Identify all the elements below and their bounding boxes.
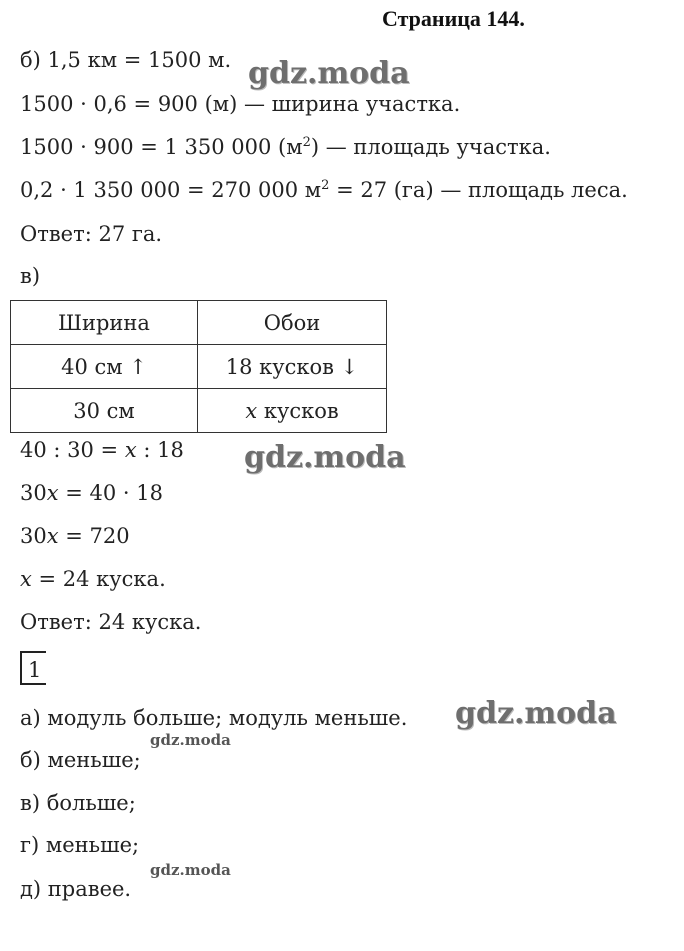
- task-item-g: г) меньше;: [20, 833, 140, 857]
- watermark: gdz.moda: [244, 440, 406, 475]
- task-item-a: а) модуль больше; модуль меньше.: [20, 706, 408, 730]
- table-row: [11, 301, 387, 345]
- table-cell-text: кусков: [263, 398, 339, 423]
- equation-1-left: 40 : 30 =: [20, 438, 125, 462]
- equation-3: [20, 523, 130, 549]
- part-b-line-3-post: ) — площадь участка.: [310, 135, 551, 159]
- part-b-line-3-pre: 1500 · 900 = 1 350 000 (м: [20, 135, 303, 159]
- table-cell-variable: x: [245, 398, 258, 423]
- part-v-answer: Ответ: 24 куска.: [20, 610, 202, 634]
- equation-1: [20, 437, 184, 463]
- equation-2: [20, 480, 163, 506]
- table-cell: 30 см: [11, 389, 198, 433]
- part-v-label: в): [20, 264, 41, 288]
- watermark: gdz.moda: [150, 731, 231, 749]
- part-b-line-2: 1500 · 0,6 = 900 (м) — ширина участка.: [20, 92, 461, 116]
- task-number-box: 1: [20, 651, 46, 685]
- part-b-answer: Ответ: 27 га.: [20, 222, 163, 246]
- equation-3-variable: x: [46, 524, 59, 548]
- equation-1-variable: x: [124, 438, 137, 462]
- proportion-table: [10, 300, 387, 433]
- part-b-line-3: [20, 134, 551, 160]
- part-b-line-3-exponent: 2: [302, 135, 311, 150]
- table-cell: [198, 389, 387, 433]
- table-row: [11, 389, 387, 433]
- equation-1-right: : 18: [136, 438, 184, 462]
- table-header-width: Ширина: [11, 301, 198, 345]
- page-title: Страница 144.: [382, 6, 525, 31]
- task-item-d: д) правее.: [20, 877, 132, 901]
- watermark: gdz.moda: [150, 861, 231, 879]
- equation-2-right: = 40 · 18: [58, 481, 163, 505]
- equation-3-coef: 30: [20, 524, 47, 548]
- part-b-line-4: [20, 177, 628, 203]
- part-b-line-4-post: = 27 (га) — площадь леса.: [329, 178, 628, 202]
- table-cell: 40 см ↑: [11, 345, 198, 389]
- equation-4: [20, 566, 166, 592]
- equation-2-coef: 30: [20, 481, 47, 505]
- equation-2-variable: x: [46, 481, 59, 505]
- table-row: [11, 345, 387, 389]
- table-header-wallpaper: Обои: [198, 301, 387, 345]
- part-b-line-1: б) 1,5 км = 1500 м.: [20, 48, 232, 72]
- table-cell: 18 кусков ↓: [198, 345, 387, 389]
- equation-3-right: = 720: [58, 524, 130, 548]
- equation-4-right: = 24 куска.: [31, 567, 166, 591]
- watermark: gdz.moda: [455, 696, 617, 731]
- part-b-line-4-exponent: 2: [321, 178, 330, 193]
- part-b-line-4-pre: 0,2 · 1 350 000 = 270 000 м: [20, 178, 322, 202]
- equation-4-variable: x: [20, 567, 32, 591]
- task-item-v: в) больше;: [20, 791, 136, 815]
- watermark: gdz.moda: [248, 56, 410, 91]
- task-item-b: б) меньше;: [20, 748, 141, 772]
